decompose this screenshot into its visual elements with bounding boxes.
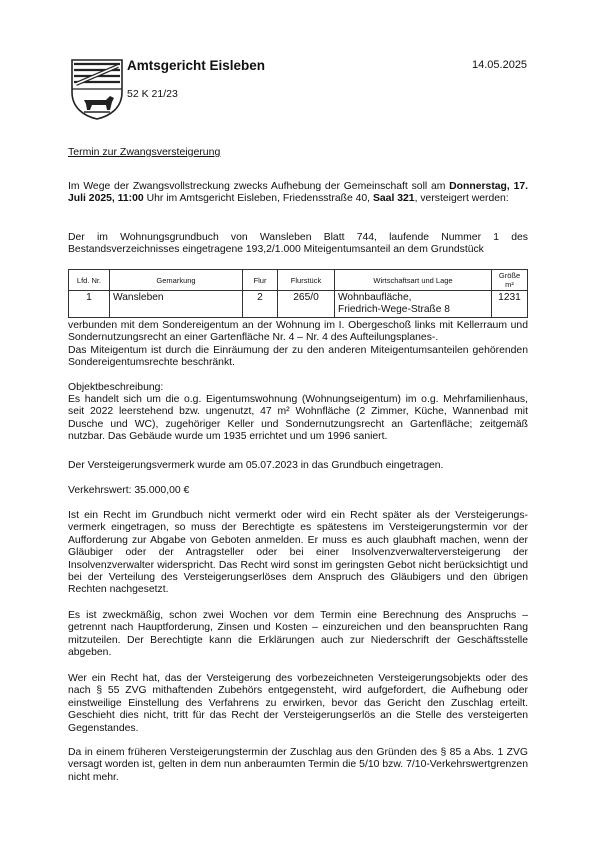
document-date: 14.05.2025 (472, 59, 528, 71)
frueher-paragraph: Da in einem früheren Versteigerungstermin der Zuschlag aus den Gründen des § 85 a Abs. 1 ZVG versagt worden ist, gelten in dem nun anberaumten Termin die 5/10 bzw. 7/10-Verkehrswertgrenzen nicht mehr. (68, 747, 528, 783)
objekt-description: Es handelt sich um die o.g. Eigentumswohnung (Wohnungseigentum) im o.g. Mehrfamilienhaus, seit 2022 leerstehend bzw. ungenutzt, 47 m² Wohnfläche (2 Zimmer, Küche, Wannenbad mit Dusche und WC), zugehöriger Keller und Sondernutzungsrecht an Gartenfläche; zeitgemäß nutzbar. Das Gebäude wurde um 1935 errichtet und um 1996 saniert. (68, 394, 528, 443)
intro-paragraph: Im Wege der Zwangsvollstreckung zwecks Aufhebung der Gemeinschaft soll am Donnerstag, 17. Juli 2025, 11:00 Uhr im Amtsgericht Eisleben, Friedensstraße 40, Saal 321, versteigert werden: (68, 181, 529, 205)
vermerk-paragraph: Der Versteigerungsvermerk wurde am 05.07.2023 in das Grundbuch eingetragen. (68, 460, 444, 471)
cell-nr: 1 (69, 291, 110, 318)
column-header: Flurstück (278, 270, 335, 291)
court-name: Amtsgericht Eisleben (127, 58, 266, 73)
column-header: Gemarkung (110, 270, 243, 291)
saxony-anhalt-coat-of-arms-icon (70, 58, 124, 120)
wer-recht-paragraph: Wer ein Recht hat, das der Versteigerung des vorbezeichneten Versteigerungsobjekts oder des nach § 55 ZVG mithaftenden Zubehörs entgegensteht, wird aufgefordert, die Aufhebung oder einstweilige Einstellung des Verfahrens zu erwirken, bevor das Gericht den Zuschlag erteilt. Geschieht dies nicht, tritt für das Recht der Versteigerungserlös an die Stelle des versteigerten Gegenstandes. (68, 673, 528, 734)
miteigentum-paragraph: Das Miteigentum ist durch die Einräumung der zu den anderen Miteigentumsanteilen gehörenden Sondereigentumsrechte beschränkt. (68, 345, 528, 369)
zweckmaessig-paragraph: Es ist zweckmäßig, schon zwei Wochen vor dem Termin eine Berechnung des Anspruchs – getrennt nach Hauptforderung, Zinsen und Kosten – einzureichen und den beanspruchten Rang mitzuteilen. Der Berechtigte kann die Erklärungen auch zur Niederschrift der Geschäftsstelle abgeben. (68, 610, 528, 659)
page-title: Termin zur Zwangsversteigerung (68, 146, 221, 158)
objekt-heading: Objektbeschreibung: (68, 382, 164, 393)
table-row (69, 291, 528, 318)
recht-paragraph: Ist ein Recht im Grundbuch nicht vermerkt oder wird ein Recht später als der Versteigerungs-vermerk eingetragen, so muss der Berechtigte es spätestens im Versteigerungstermin vor der Aufforderung zur Abgabe von Geboten anmelden. Er muss es auch glaubhaft machen, wenn der Gläubiger oder der Antragsteller oder bei einer Insolvenzverwalterversteigerung der Insolvenzverwalter widerspricht. Das Recht wird sonst im geringsten Gebot nicht berücksichtigt und bei der Verteilung des Versteigerungserlöses dem Anspruch des Gläubigers und den übrigen Rechten nachgesetzt. (68, 510, 528, 596)
cell-flur: 2 (243, 291, 278, 318)
parcel-table (68, 269, 528, 318)
verkehrswert: Verkehrswert: 35.000,00 € (68, 485, 190, 496)
auction-room: Saal 321 (372, 193, 415, 205)
register-paragraph: Der im Wohnungsgrundbuch von Wansleben Blatt 744, laufende Nummer 1 des Bestandsverzeichnisses eingetragene 193,2/1.000 Miteigentumsanteil an dem Grundstück (68, 232, 528, 256)
sondereigentum-paragraph: verbunden mit dem Sondereigentum an der Wohnung im I. Obergeschoß links mit Kellerraum und Sondernutzungsrecht an einer Gartenfläche Nr. 4 – Nr. 4 des Aufteilungsplanes-. (68, 320, 528, 344)
cell-lage: Wohnbaufläche, Friedrich-Wege-Straße 8 (335, 291, 492, 318)
cell-gemarkung: Wansleben (110, 291, 243, 318)
column-header: Flur (243, 270, 278, 291)
case-number: 52 K 21/23 (127, 88, 178, 100)
column-header: Wirtschaftsart und Lage (335, 270, 492, 291)
column-header: Lfd. Nr. (69, 270, 110, 291)
cell-flurstueck: 265/0 (278, 291, 335, 318)
cell-groesse: 1231 (492, 291, 528, 318)
table-header-row (69, 270, 528, 291)
auction-date: Donnerstag, 17. Juli 2025, 11:00 (68, 181, 529, 205)
column-header: Größe m² (492, 270, 528, 291)
